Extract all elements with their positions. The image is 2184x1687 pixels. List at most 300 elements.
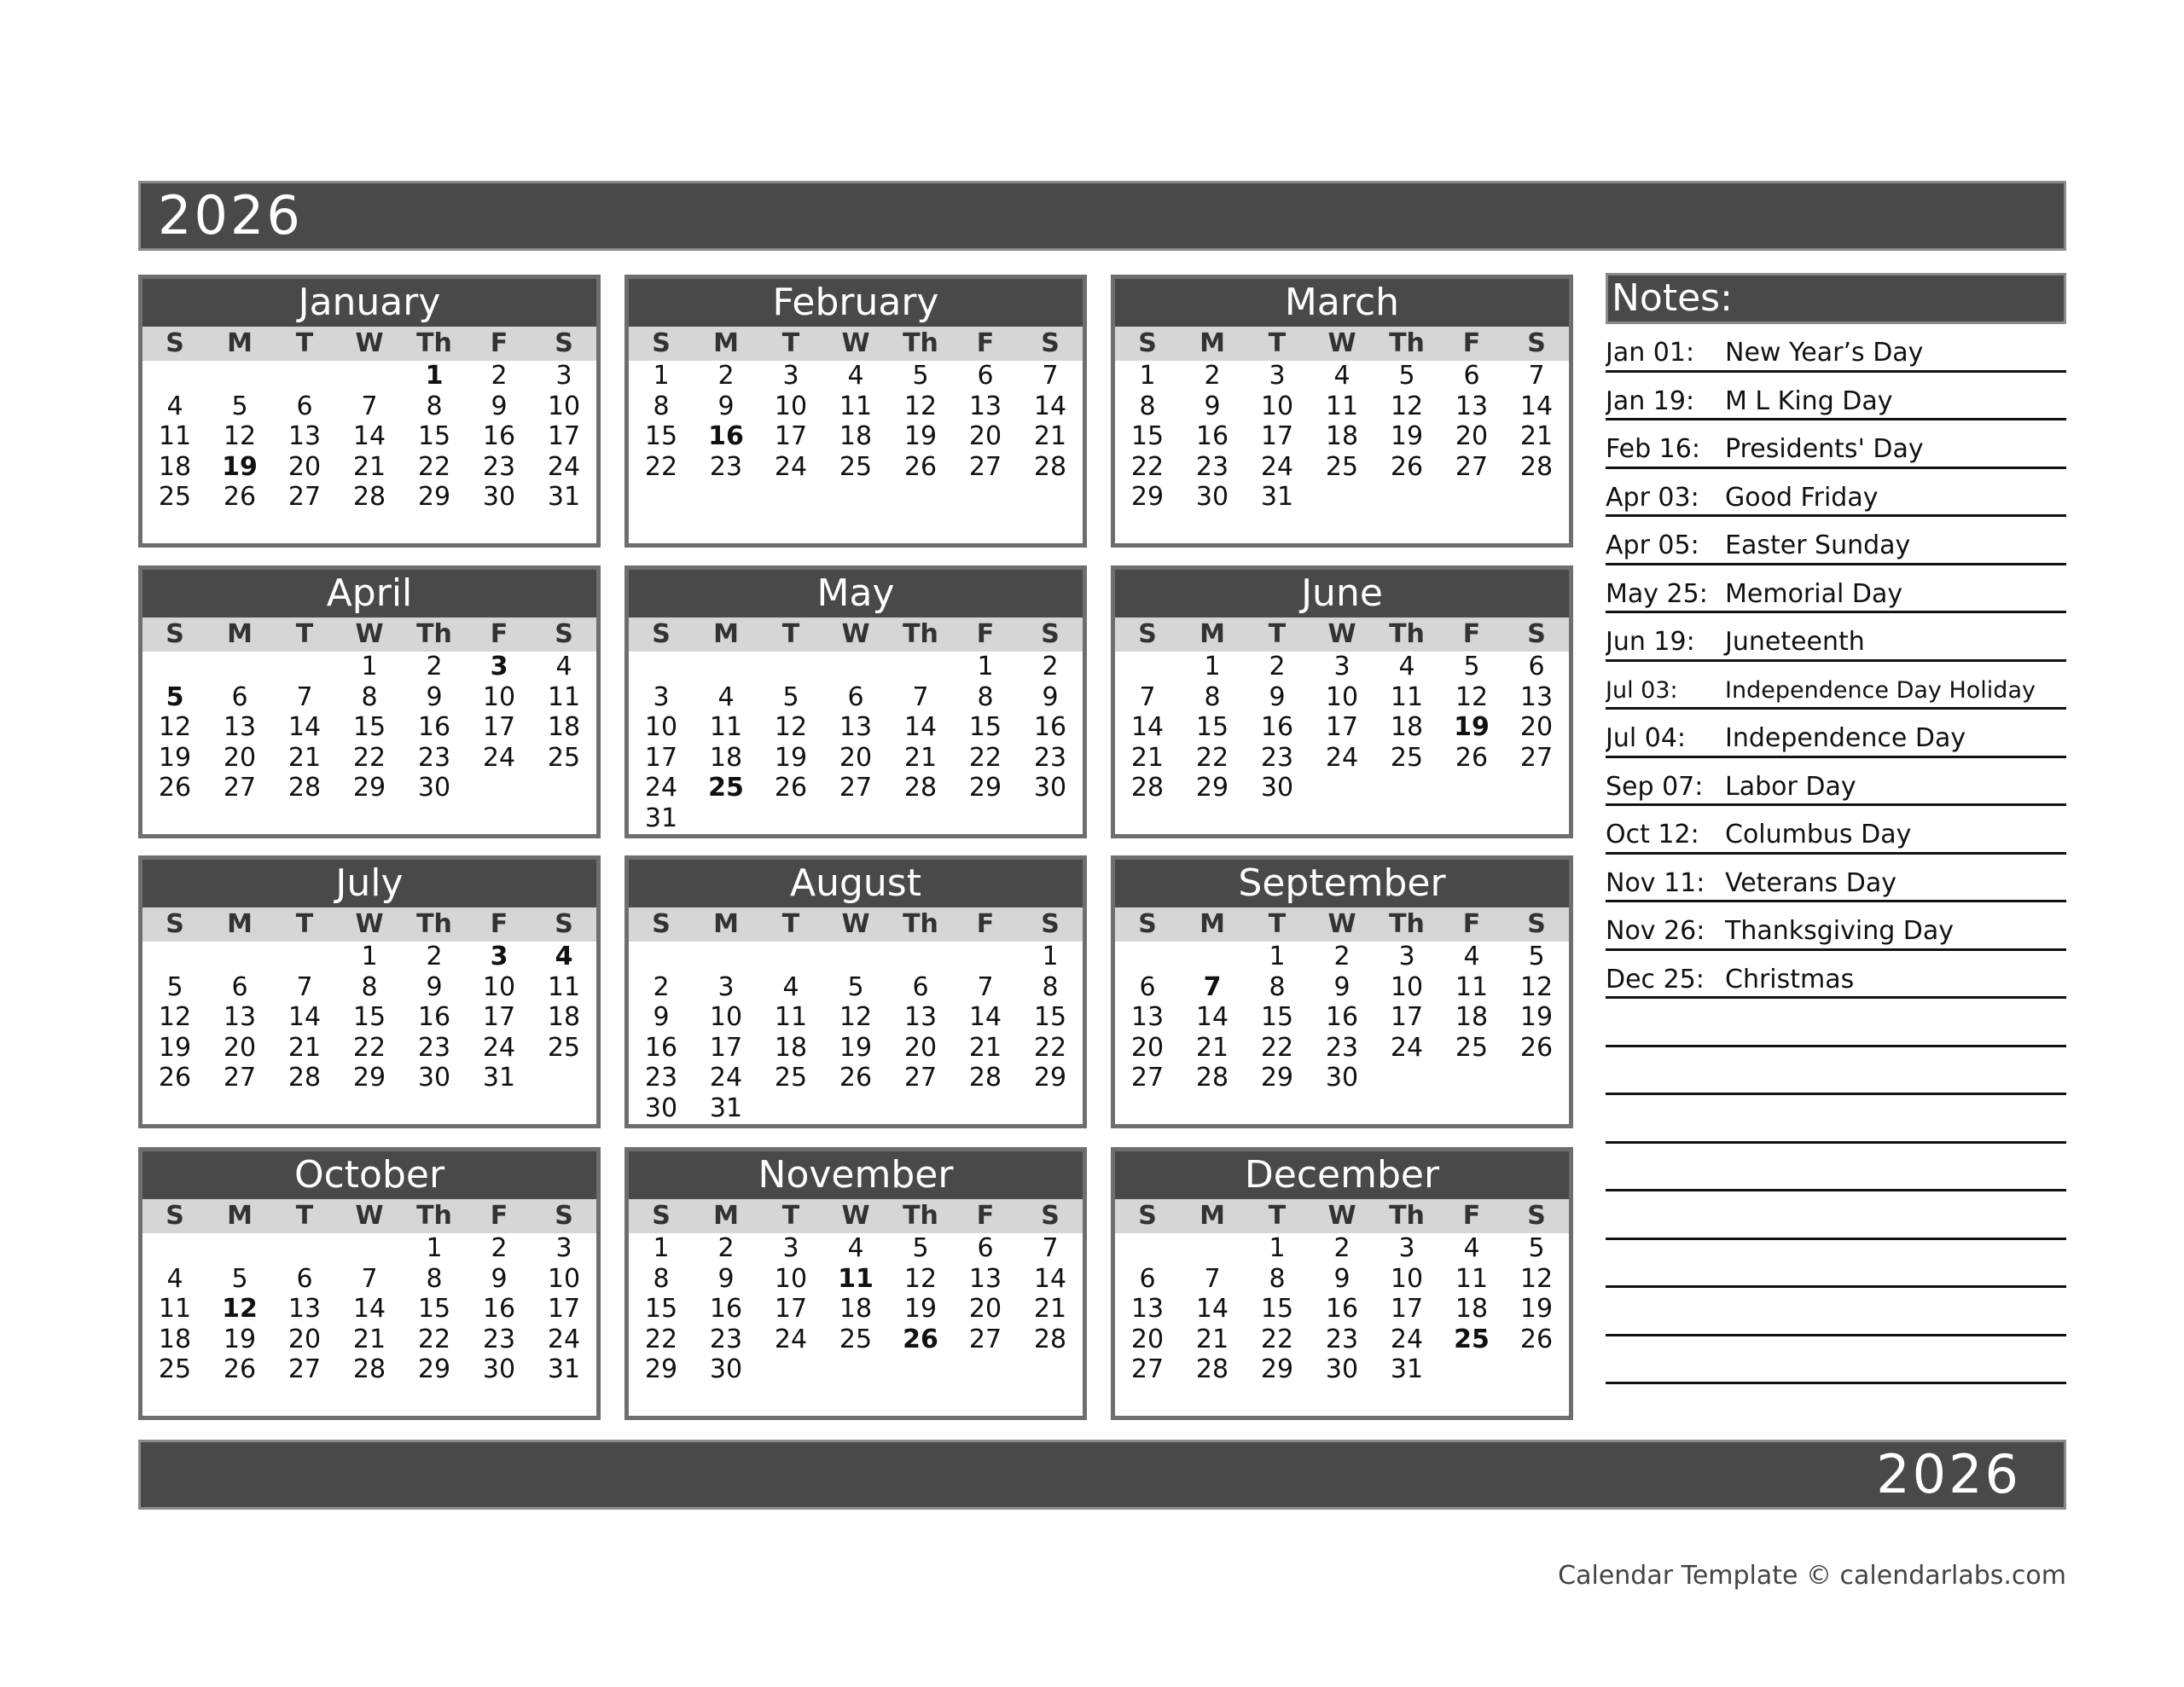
day: 29 <box>417 482 451 512</box>
day: 16 <box>644 1032 678 1063</box>
weekday-label: Th <box>1389 619 1425 649</box>
day: 30 <box>644 1093 678 1123</box>
day: 15 <box>417 421 451 451</box>
day: 11 <box>1325 391 1359 421</box>
day: 5 <box>166 971 183 1002</box>
day: 18 <box>1390 712 1424 742</box>
day: 6 <box>1463 361 1480 391</box>
weekday-label: F <box>976 1201 995 1231</box>
weekday-header <box>1115 327 1569 361</box>
day: 17 <box>547 1294 581 1324</box>
holiday-day: 25 <box>708 773 744 803</box>
empty-cell <box>1115 652 1180 682</box>
note-line[interactable] <box>1606 324 2066 373</box>
day: 3 <box>1398 942 1415 971</box>
day: 23 <box>1195 451 1229 482</box>
weekday-label: S <box>166 328 184 358</box>
day: 28 <box>1130 773 1165 803</box>
note-line[interactable] <box>1606 517 2066 565</box>
weekday-label: S <box>1527 619 1546 649</box>
day: 4 <box>1333 361 1350 391</box>
day: 23 <box>1033 742 1067 773</box>
note-line[interactable] <box>1606 1144 2066 1192</box>
weekday-label: Th <box>416 909 452 939</box>
day: 21 <box>968 1032 1002 1063</box>
empty-cell <box>272 652 337 682</box>
note-label: New Year’s Day <box>1725 338 1924 368</box>
day: 15 <box>644 421 678 451</box>
day: 19 <box>1390 421 1424 451</box>
weekday-label: S <box>1527 328 1546 358</box>
day: 26 <box>223 482 257 512</box>
day: 14 <box>968 1002 1002 1032</box>
weekday-label: S <box>1138 328 1157 358</box>
day: 15 <box>644 1294 678 1324</box>
note-date: Nov 11: <box>1606 867 1705 898</box>
day: 28 <box>968 1063 1002 1093</box>
day: 6 <box>296 1263 313 1294</box>
empty-cell <box>207 942 272 972</box>
day: 7 <box>912 681 929 712</box>
day: 22 <box>352 742 386 773</box>
note-line[interactable] <box>1606 420 2066 469</box>
day: 5 <box>847 971 864 1002</box>
note-line[interactable] <box>1606 902 2066 951</box>
day: 29 <box>1260 1063 1294 1093</box>
empty-cell <box>629 652 694 682</box>
day: 20 <box>1130 1324 1165 1354</box>
day: 31 <box>482 1063 516 1093</box>
note-line[interactable] <box>1606 1047 2066 1096</box>
day-grid <box>1115 942 1569 1093</box>
day: 4 <box>166 391 183 421</box>
weekday-label: Th <box>1389 1201 1425 1231</box>
day: 21 <box>288 1032 322 1063</box>
day: 16 <box>482 421 516 451</box>
month-title: July <box>142 860 596 907</box>
note-line[interactable] <box>1606 806 2066 855</box>
empty-cell <box>888 942 953 972</box>
note-line[interactable] <box>1606 1191 2066 1240</box>
day: 21 <box>352 1324 386 1354</box>
day: 17 <box>482 1002 516 1032</box>
note-line[interactable] <box>1606 758 2066 807</box>
day: 23 <box>709 1324 743 1354</box>
day: 3 <box>1269 361 1286 391</box>
day: 11 <box>547 681 581 712</box>
day: 18 <box>839 421 873 451</box>
weekday-label: T <box>295 328 314 358</box>
day: 16 <box>709 1294 743 1324</box>
day: 18 <box>1455 1002 1489 1032</box>
day: 30 <box>1033 773 1067 803</box>
day: 7 <box>296 971 313 1002</box>
day: 8 <box>977 681 994 712</box>
weekday-label: W <box>1327 1201 1356 1231</box>
day: 9 <box>1042 681 1059 712</box>
day: 22 <box>417 1324 451 1354</box>
note-line[interactable] <box>1606 469 2066 518</box>
day: 13 <box>1130 1294 1165 1324</box>
note-label: Thanksgiving Day <box>1725 916 1955 946</box>
day: 19 <box>903 1294 938 1324</box>
note-line[interactable] <box>1606 999 2066 1047</box>
weekday-label: Th <box>903 328 938 358</box>
empty-cell <box>823 942 888 972</box>
note-line[interactable] <box>1606 1288 2066 1336</box>
day: 3 <box>1333 652 1350 681</box>
day: 28 <box>352 482 386 512</box>
month-november <box>624 1147 1087 1420</box>
weekday-label: S <box>166 619 184 649</box>
day-grid <box>142 652 596 803</box>
day: 28 <box>1195 1354 1229 1384</box>
month-title: June <box>1115 570 1569 617</box>
day: 2 <box>426 652 443 681</box>
day: 1 <box>361 652 378 681</box>
day: 25 <box>158 1354 192 1384</box>
day: 18 <box>158 1324 192 1354</box>
day: 20 <box>1455 421 1489 451</box>
note-line[interactable] <box>1606 1095 2066 1144</box>
day: 16 <box>417 1002 451 1032</box>
day: 30 <box>709 1354 743 1384</box>
empty-cell <box>142 652 207 682</box>
month-title: May <box>629 570 1083 617</box>
day: 19 <box>158 742 192 773</box>
day: 30 <box>482 482 516 512</box>
weekday-label: T <box>1268 1201 1287 1231</box>
empty-cell <box>207 1233 272 1264</box>
day: 1 <box>1204 652 1221 681</box>
empty-cell <box>272 1233 337 1264</box>
day: 8 <box>1269 971 1286 1002</box>
day: 12 <box>903 1263 938 1294</box>
empty-cell <box>629 942 694 972</box>
weekday-header <box>629 1199 1083 1233</box>
day: 7 <box>1139 681 1156 712</box>
day: 12 <box>903 391 938 421</box>
day: 23 <box>1325 1032 1359 1063</box>
day: 20 <box>903 1032 938 1063</box>
day: 13 <box>288 1294 322 1324</box>
day: 10 <box>774 1263 808 1294</box>
day: 7 <box>361 1263 378 1294</box>
day: 14 <box>288 712 322 742</box>
day: 26 <box>774 773 808 803</box>
note-label: Independence Day <box>1725 723 1966 753</box>
day: 26 <box>839 1063 873 1093</box>
day: 9 <box>426 681 443 712</box>
day: 17 <box>644 742 678 773</box>
month-june <box>1111 565 1573 838</box>
day: 28 <box>352 1354 386 1384</box>
day: 22 <box>1130 451 1165 482</box>
day: 30 <box>1325 1354 1359 1384</box>
day: 7 <box>1042 361 1059 391</box>
day: 18 <box>547 712 581 742</box>
month-february <box>624 275 1087 548</box>
day: 5 <box>1398 361 1415 391</box>
day: 9 <box>1333 1263 1350 1294</box>
day: 28 <box>903 773 938 803</box>
day-grid <box>142 361 596 513</box>
weekday-label: S <box>1041 619 1060 649</box>
day: 3 <box>555 361 572 391</box>
day: 26 <box>158 773 192 803</box>
day: 29 <box>1130 482 1165 512</box>
day-grid <box>142 942 596 1093</box>
day: 10 <box>1260 391 1294 421</box>
day: 19 <box>158 1032 192 1063</box>
day: 9 <box>717 391 735 421</box>
day: 23 <box>482 451 516 482</box>
weekday-label: T <box>781 328 800 358</box>
month-title: February <box>629 279 1083 327</box>
empty-cell <box>758 942 823 972</box>
day: 21 <box>1033 421 1067 451</box>
day-grid <box>629 1233 1083 1385</box>
day: 13 <box>223 1002 257 1032</box>
weekday-label: Th <box>903 619 938 649</box>
weekday-label: S <box>1527 909 1546 939</box>
note-line[interactable] <box>1606 710 2066 758</box>
weekday-label: F <box>490 619 508 649</box>
day: 24 <box>774 1324 808 1354</box>
day: 31 <box>547 482 581 512</box>
day: 5 <box>1528 1233 1545 1263</box>
day: 18 <box>774 1032 808 1063</box>
day: 22 <box>352 1032 386 1063</box>
weekday-label: T <box>1268 328 1287 358</box>
weekday-label: W <box>355 1201 384 1231</box>
day: 19 <box>1519 1002 1554 1032</box>
day: 12 <box>1519 1263 1554 1294</box>
day: 10 <box>482 681 516 712</box>
day: 31 <box>1390 1354 1424 1384</box>
day: 21 <box>1195 1324 1229 1354</box>
day: 24 <box>644 773 678 803</box>
note-label: Juneteenth <box>1725 627 1865 657</box>
empty-cell <box>272 942 337 972</box>
day: 18 <box>839 1294 873 1324</box>
day: 2 <box>1204 361 1221 391</box>
note-line[interactable] <box>1606 1240 2066 1289</box>
day: 6 <box>1528 652 1545 681</box>
day: 9 <box>491 391 508 421</box>
weekday-label: W <box>1327 328 1356 358</box>
day: 4 <box>717 681 735 712</box>
day: 21 <box>903 742 938 773</box>
day: 18 <box>1325 421 1359 451</box>
month-title: January <box>142 279 596 327</box>
day: 1 <box>653 361 670 391</box>
day: 19 <box>1519 1294 1554 1324</box>
day: 29 <box>1260 1354 1294 1384</box>
weekday-label: S <box>1138 1201 1157 1231</box>
weekday-header <box>142 907 596 942</box>
empty-cell <box>888 652 953 682</box>
weekday-label: T <box>781 619 800 649</box>
holiday-day: 7 <box>1203 971 1222 1002</box>
weekday-label: Th <box>903 1201 938 1231</box>
day: 22 <box>968 742 1002 773</box>
day: 24 <box>1325 742 1359 773</box>
day: 27 <box>223 1063 257 1093</box>
day: 28 <box>288 773 322 803</box>
day: 24 <box>547 451 581 482</box>
day: 13 <box>1130 1002 1165 1032</box>
note-line[interactable] <box>1606 565 2066 614</box>
weekday-label: W <box>355 909 384 939</box>
day: 20 <box>1519 712 1554 742</box>
weekday-label: T <box>295 909 314 939</box>
day: 22 <box>417 451 451 482</box>
day: 26 <box>158 1063 192 1093</box>
day: 13 <box>288 421 322 451</box>
empty-cell <box>694 942 758 972</box>
day: 2 <box>653 971 670 1002</box>
day: 14 <box>352 421 386 451</box>
note-line[interactable] <box>1606 951 2066 1000</box>
day: 20 <box>288 1324 322 1354</box>
day: 30 <box>1195 482 1229 512</box>
weekday-label: T <box>781 909 800 939</box>
day: 29 <box>1195 773 1229 803</box>
weekday-label: T <box>781 1201 800 1231</box>
day: 19 <box>774 742 808 773</box>
day: 12 <box>1519 971 1554 1002</box>
note-date: Jun 19: <box>1606 627 1695 657</box>
notes-panel <box>1606 273 2066 1384</box>
day: 4 <box>847 361 864 391</box>
day: 13 <box>1519 681 1554 712</box>
weekday-label: M <box>713 1201 739 1231</box>
weekday-label: F <box>1462 909 1481 939</box>
day: 10 <box>547 1263 581 1294</box>
day: 2 <box>491 361 508 391</box>
day: 4 <box>555 652 572 681</box>
day: 7 <box>1042 1233 1059 1263</box>
day: 12 <box>1455 681 1489 712</box>
day: 3 <box>782 1233 799 1263</box>
day: 17 <box>709 1032 743 1063</box>
note-date: Sep 07: <box>1606 771 1704 802</box>
day: 14 <box>903 712 938 742</box>
note-label: M L King Day <box>1725 386 1893 416</box>
day: 4 <box>782 971 799 1002</box>
weekday-header <box>629 907 1083 942</box>
day: 10 <box>1390 971 1424 1002</box>
note-line[interactable] <box>1606 1336 2066 1385</box>
day: 12 <box>158 712 192 742</box>
credit-text: Calendar Template © calendarlabs.com <box>1558 1561 2066 1591</box>
day: 8 <box>361 971 378 1002</box>
day: 21 <box>288 742 322 773</box>
note-label: Good Friday <box>1725 482 1879 513</box>
empty-cell <box>694 652 758 682</box>
note-line[interactable] <box>1606 855 2066 903</box>
empty-cell <box>1115 942 1180 972</box>
month-july <box>138 855 601 1128</box>
day: 10 <box>774 391 808 421</box>
month-title: March <box>1115 279 1569 327</box>
day: 9 <box>491 1263 508 1294</box>
day: 9 <box>1333 971 1350 1002</box>
day: 25 <box>158 482 192 512</box>
day: 13 <box>968 1263 1002 1294</box>
day: 13 <box>1455 391 1489 421</box>
day: 6 <box>977 1233 994 1263</box>
day: 29 <box>352 1063 386 1093</box>
day-grid <box>629 361 1083 482</box>
day: 20 <box>223 1032 257 1063</box>
weekday-header <box>142 617 596 652</box>
day: 10 <box>1325 681 1359 712</box>
day: 17 <box>774 421 808 451</box>
day: 26 <box>903 451 938 482</box>
weekday-label: T <box>1268 909 1287 939</box>
day: 23 <box>709 451 743 482</box>
note-line[interactable] <box>1606 613 2066 662</box>
weekday-header <box>1115 907 1569 942</box>
holiday-day: 19 <box>222 451 258 482</box>
day: 19 <box>223 1324 257 1354</box>
day: 9 <box>1269 681 1286 712</box>
day: 27 <box>1519 742 1554 773</box>
weekday-label: F <box>976 619 995 649</box>
day: 23 <box>482 1324 516 1354</box>
weekday-label: F <box>490 1201 508 1231</box>
day: 26 <box>1455 742 1489 773</box>
note-date: Apr 05: <box>1606 530 1699 560</box>
note-date: Nov 26: <box>1606 916 1705 946</box>
day: 28 <box>288 1063 322 1093</box>
weekday-label: S <box>555 1201 573 1231</box>
month-march <box>1111 275 1573 548</box>
day: 7 <box>361 391 378 421</box>
day: 31 <box>644 803 678 833</box>
day: 23 <box>644 1063 678 1093</box>
day: 2 <box>717 361 735 391</box>
day: 3 <box>653 681 670 712</box>
day: 30 <box>417 773 451 803</box>
year-banner-bottom <box>138 1440 2066 1510</box>
day: 10 <box>482 971 516 1002</box>
weekday-label: S <box>1138 619 1157 649</box>
day: 27 <box>903 1063 938 1093</box>
holiday-day: 11 <box>838 1263 874 1294</box>
day: 17 <box>774 1294 808 1324</box>
day: 15 <box>1130 421 1165 451</box>
day: 11 <box>774 1002 808 1032</box>
weekday-label: S <box>1527 1201 1546 1231</box>
note-line[interactable] <box>1606 373 2066 421</box>
weekday-label: M <box>227 1201 253 1231</box>
weekday-label: S <box>166 909 184 939</box>
day: 27 <box>1130 1354 1165 1384</box>
day: 29 <box>644 1354 678 1384</box>
note-label: Veterans Day <box>1725 867 1897 898</box>
day: 24 <box>1260 451 1294 482</box>
day: 27 <box>839 773 873 803</box>
day: 2 <box>1333 942 1350 971</box>
day: 12 <box>1390 391 1424 421</box>
weekday-label: Th <box>416 328 452 358</box>
note-line[interactable] <box>1606 662 2066 710</box>
weekday-label: M <box>227 328 253 358</box>
day: 16 <box>1325 1294 1359 1324</box>
